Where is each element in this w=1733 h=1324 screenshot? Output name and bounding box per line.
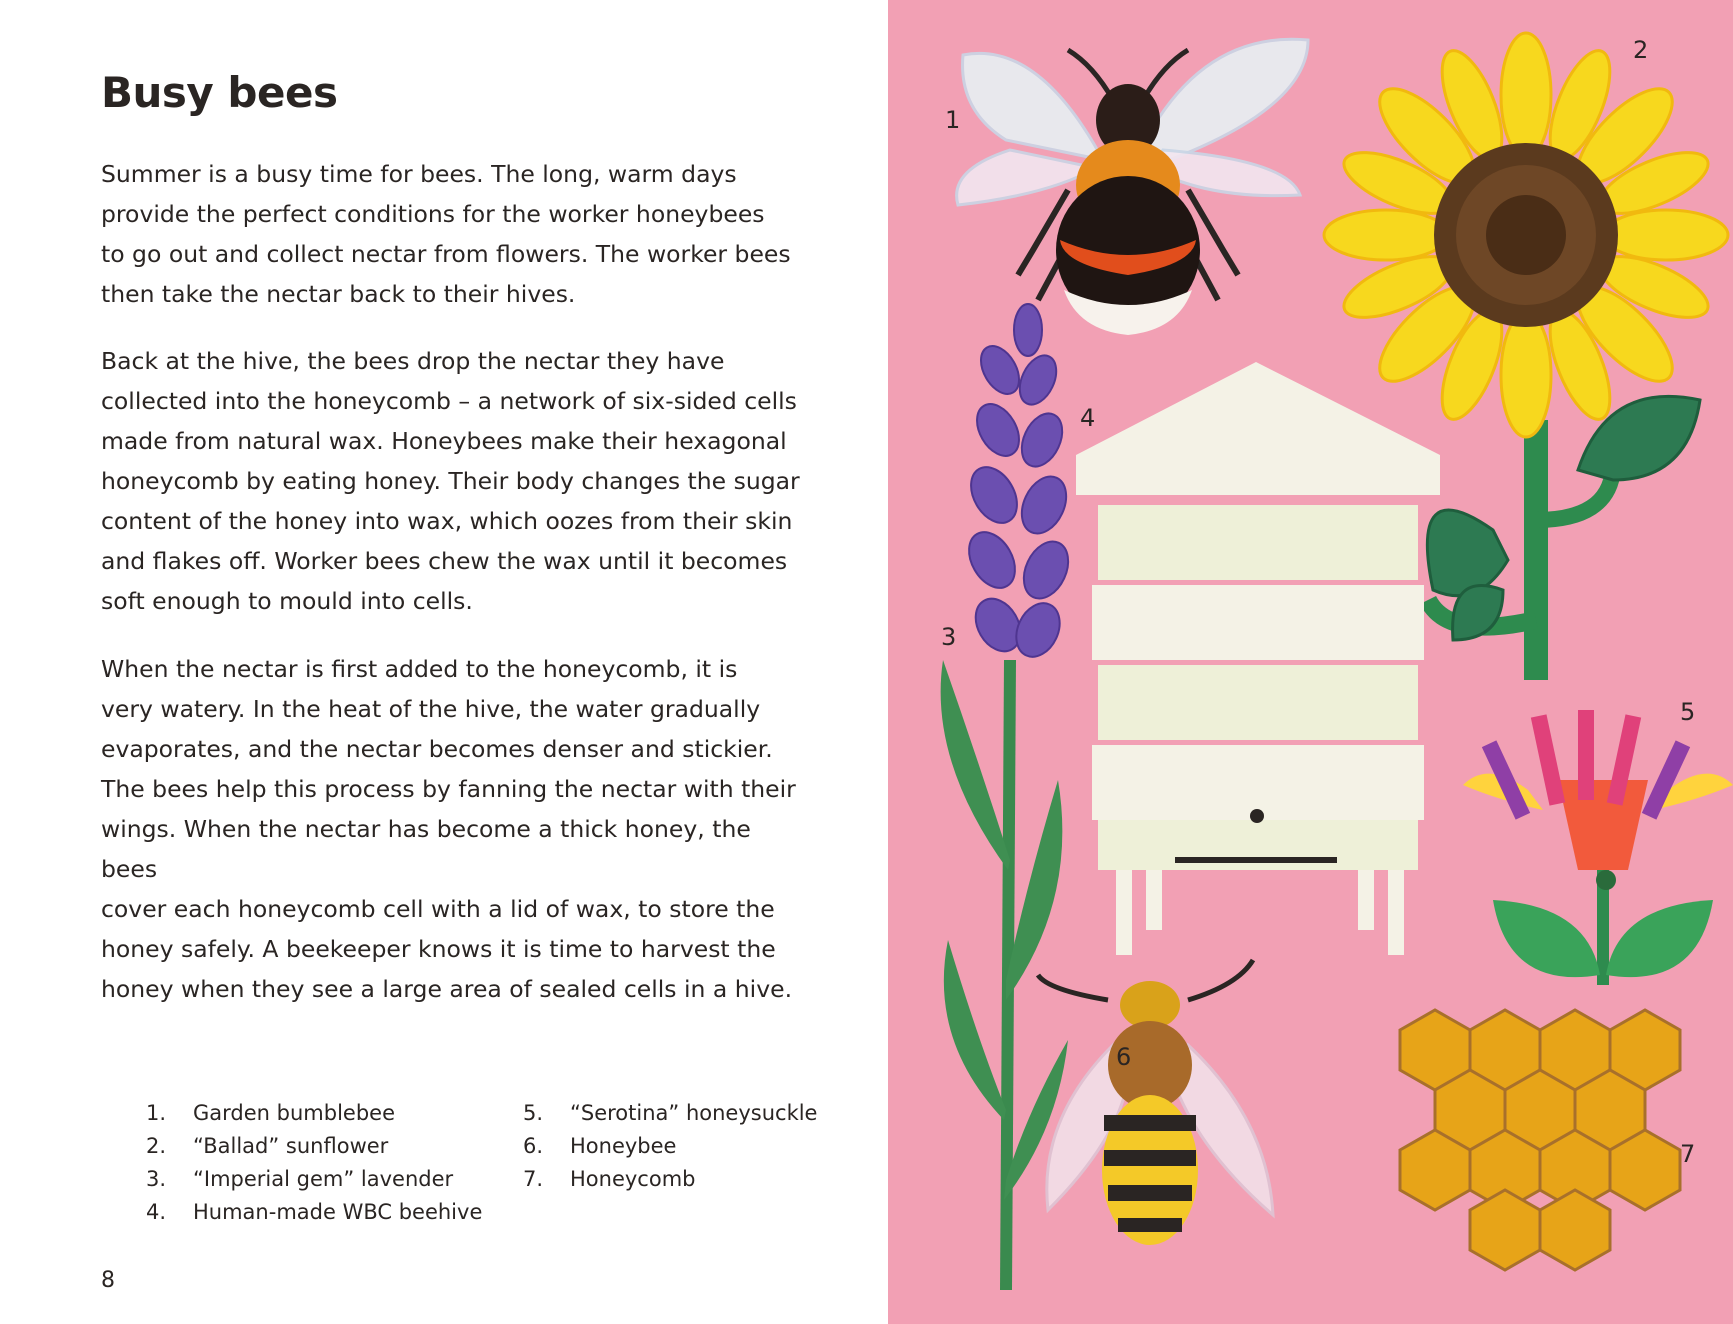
label-honeycomb: 7 <box>1680 1140 1696 1168</box>
legend-number: 1. <box>146 1101 167 1125</box>
label-honeysuckle: 5 <box>1680 698 1696 726</box>
paragraph-1: Summer is a busy time for bees. The long, warm days provide the perfect conditions for the worker honeybees to go out and collect nectar from flowers. The worker bees then take the nectar back to their hives. <box>101 160 791 308</box>
illustration-svg <box>888 0 1733 1324</box>
legend-name: Honeycomb <box>570 1167 696 1191</box>
legend-name: “Imperial gem” lavender <box>193 1167 454 1191</box>
legend-number: 2. <box>146 1134 167 1158</box>
page-number: 8 <box>101 1268 115 1293</box>
legend-number: 4. <box>146 1200 167 1224</box>
label-sunflower: 2 <box>1633 36 1649 64</box>
legend-number: 3. <box>146 1167 167 1191</box>
sunflower-illustration <box>1324 33 1728 680</box>
honeycomb-illustration <box>1400 1010 1680 1270</box>
legend-name: Human-made WBC beehive <box>193 1200 483 1224</box>
paragraph-2: Back at the hive, the bees drop the nectar they have collected into the honeycomb – a network of six-sided cells made from natural wax. Honeybees make their hexagonal honeycomb by eating honey. Their body changes the sugar content of the honey into wax, which oozes from their skin and flakes off. Worker bees chew the wax until it becomes soft enough to mould into cells. <box>101 347 800 615</box>
legend-name: Garden bumblebee <box>193 1101 395 1125</box>
illustration-page <box>888 0 1733 1324</box>
bumblebee-illustration <box>957 39 1308 335</box>
legend-name: “Ballad” sunflower <box>193 1134 389 1158</box>
label-bumblebee: 1 <box>945 106 961 134</box>
beehive-illustration <box>1076 362 1440 955</box>
label-honeybee: 6 <box>1116 1043 1132 1071</box>
legend-number: 7. <box>523 1167 544 1191</box>
legend-name: “Serotina” honeysuckle <box>570 1101 818 1125</box>
page-title: Busy bees <box>101 68 338 117</box>
legend-number: 6. <box>523 1134 544 1158</box>
label-beehive: 4 <box>1080 404 1096 432</box>
honeysuckle-illustration <box>1463 710 1733 985</box>
legend-name: Honeybee <box>570 1134 677 1158</box>
paragraph-3: When the nectar is first added to the honeycomb, it is very watery. In the heat of the hive, the water gradually evaporates, and the nectar becomes denser and stickier. The bees help this process by fanning the nectar with their wings. When the nectar has become a thick honey, the bees cover each honeycomb cell with a lid of wax, to store the honey safely. A beekeeper knows it is time to harvest the honey when they see a large area of sealed cells in a hive. <box>101 655 796 1003</box>
label-lavender: 3 <box>941 623 957 651</box>
legend-number: 5. <box>523 1101 544 1125</box>
honeybee-illustration <box>1038 960 1273 1245</box>
